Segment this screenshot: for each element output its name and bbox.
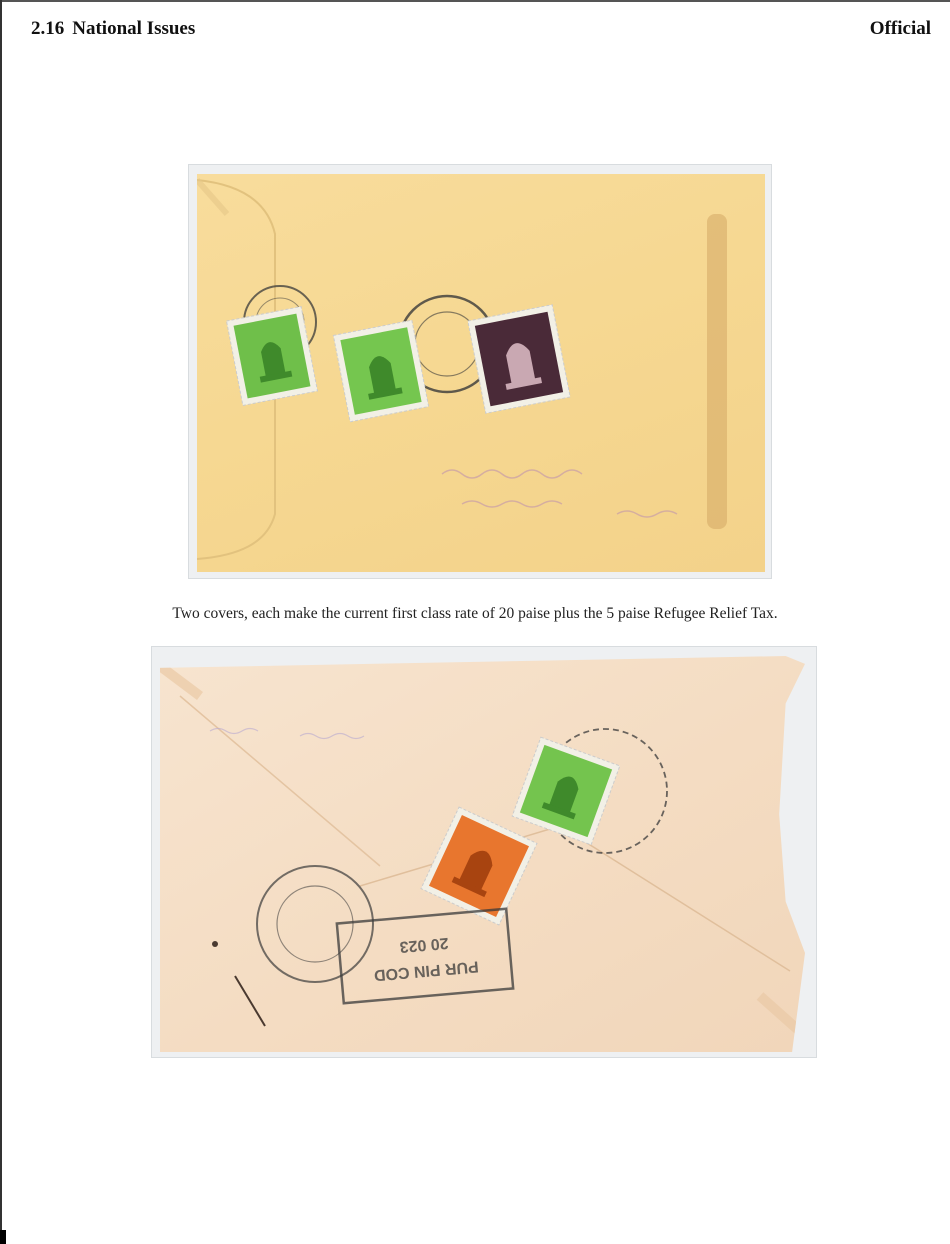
faded-writing xyxy=(210,729,364,739)
cover-2 xyxy=(160,656,805,1052)
stain-mark xyxy=(707,214,727,529)
caption: Two covers, each make the current first class rate of 20 paise plus the 5 paise Refugee Relief Tax. xyxy=(172,605,778,622)
category-label: Official xyxy=(869,18,931,39)
stamp-purple-10p xyxy=(468,305,570,414)
cover-1 xyxy=(197,174,765,572)
faded-writing xyxy=(442,470,677,517)
postmark-4 xyxy=(257,866,373,982)
stamp-orange-20p xyxy=(421,807,537,925)
cover-2-artwork xyxy=(160,656,805,1052)
cover-1-artwork xyxy=(197,174,765,572)
section-title: National Issues xyxy=(72,18,196,39)
stray-mark xyxy=(235,976,265,1026)
section-heading xyxy=(31,18,195,40)
stamp-refugee-relief-5p-2 xyxy=(512,737,620,845)
stamp-refugee-relief-5p xyxy=(226,307,317,406)
boxed-cancel-line-2: 20 023 xyxy=(398,933,450,956)
ink-dot xyxy=(212,941,218,947)
top-border xyxy=(0,0,950,2)
corner-mark xyxy=(0,1230,6,1244)
stamp-green-10p xyxy=(333,320,428,422)
section-number: 2.16 xyxy=(31,18,65,39)
boxed-cancel-line-1: PUR PIN COD xyxy=(373,957,480,984)
